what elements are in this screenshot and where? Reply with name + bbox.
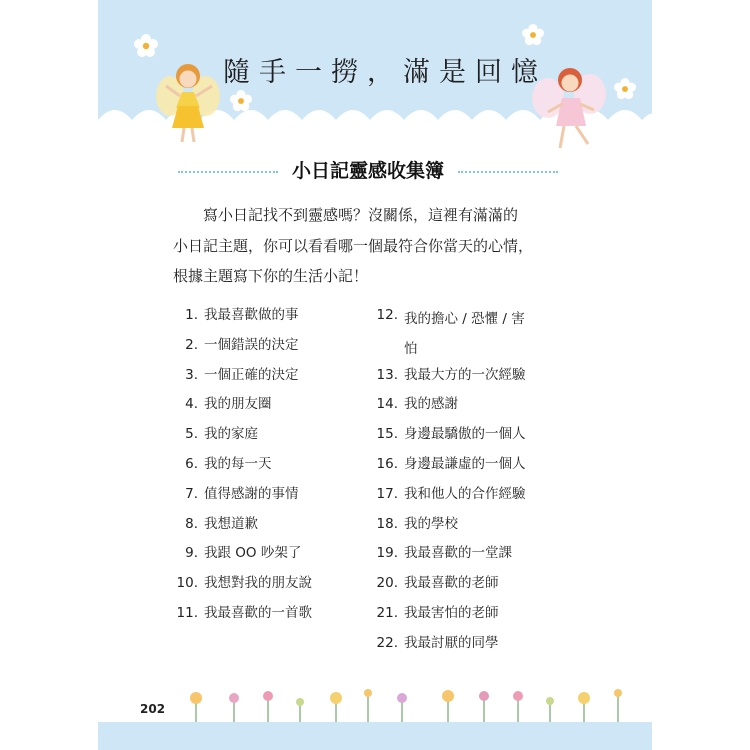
banner-title: 隨手一撈，滿是回憶 (223, 57, 547, 88)
daisy-icon (134, 34, 158, 58)
intro-line: 寫小日記找不到靈感嗎？沒關係，這裡有滿滿的 (203, 206, 519, 224)
yellow-fairy-illustration (154, 56, 222, 144)
list-item: 13. 我最大方的一次經驗 (376, 366, 526, 383)
section-heading-block (178, 154, 558, 188)
section-heading: 小日記靈感收集簿 (291, 160, 444, 182)
list-item: 14. 我的感謝 (376, 396, 458, 413)
list-item: 15. 身邊最驕傲的一個人 (376, 426, 526, 443)
intro-paragraph (173, 200, 583, 292)
list-item: 7. 值得感謝的事情 (185, 485, 299, 502)
daisy-icon (614, 78, 636, 100)
daisy-icon (522, 24, 544, 46)
topic-list-right (376, 304, 566, 662)
flower-border-decoration (178, 686, 638, 724)
header-banner (98, 0, 652, 132)
list-item: 20. 我最喜歡的老師 (376, 575, 499, 592)
list-item: 4. 我的朋友圈 (185, 396, 272, 413)
list-item: 11. 我最喜歡的一首歌 (176, 604, 312, 621)
list-item: 10. 我想對我的朋友說 (176, 575, 312, 592)
topic-list-left (176, 304, 366, 632)
list-item: 16. 身邊最謙虛的一個人 (376, 455, 526, 472)
daisy-icon (230, 90, 252, 112)
list-item: 12. 我的擔心 / 恐懼 / 害怕 (376, 307, 525, 357)
list-item: 5. 我的家庭 (185, 426, 258, 443)
intro-line: 小日記主題，你可以看看哪一個最符合你當天的心情， (173, 236, 534, 255)
intro-line: 根據主題寫下你的生活小記！ (173, 267, 369, 285)
footer-band (98, 722, 652, 750)
list-item: 1. 我最喜歡做的事 (185, 307, 299, 323)
list-item: 8. 我想道歉 (185, 515, 258, 532)
list-item: 2. 一個錯誤的決定 (185, 336, 299, 353)
list-item: 19. 我最喜歡的一堂課 (376, 545, 512, 562)
book-page (98, 0, 652, 750)
list-item: 21. 我最害怕的老師 (376, 604, 499, 621)
list-item: 6. 我的每一天 (185, 455, 272, 472)
list-item: 17. 我和他人的合作經驗 (376, 485, 526, 502)
list-item: 3. 一個正確的決定 (185, 366, 299, 383)
list-item: 9. 我跟 OO 吵架了 (185, 545, 302, 562)
list-item: 18. 我的學校 (376, 515, 458, 532)
list-item: 22. 我最討厭的同學 (376, 634, 499, 651)
page-number: 202 (140, 702, 166, 716)
